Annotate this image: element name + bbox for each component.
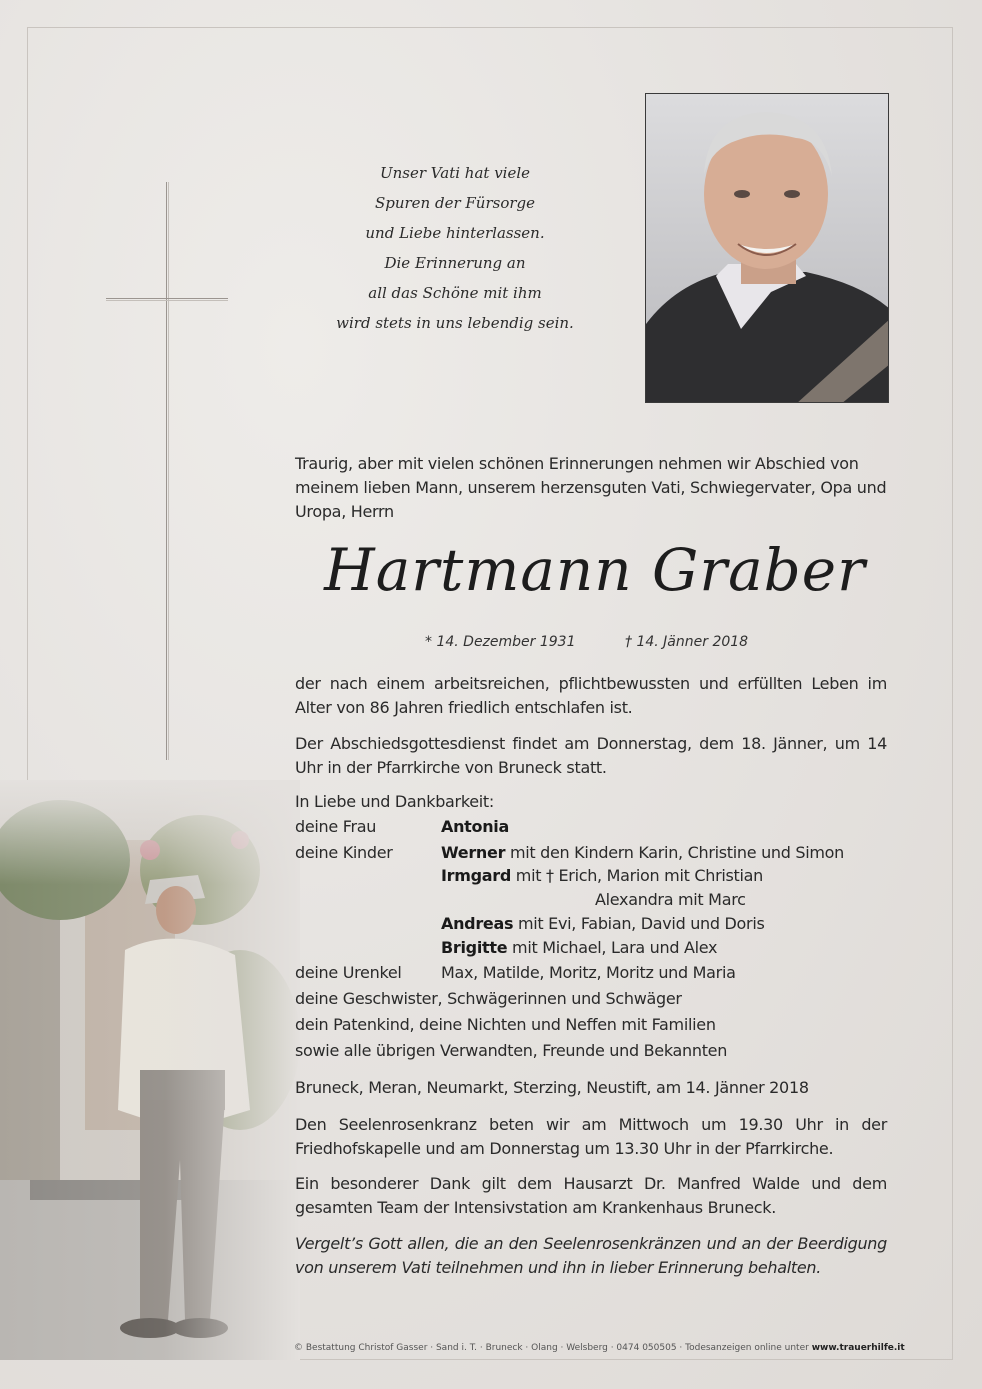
greatgrand-names: Max, Matilde, Moritz, Moritz und Maria bbox=[441, 963, 736, 982]
rosary-paragraph: Den Seelenrosenkranz beten wir am Mittwoch um 19.30 Uhr in der Friedhofskapelle und am Donnerstag um 13.30 Uhr in der Pfarrkirche. bbox=[295, 1115, 887, 1158]
child-name: Andreas bbox=[441, 914, 514, 933]
wife-label: deine Frau bbox=[295, 817, 377, 836]
quote-line: Spuren der Fürsorge bbox=[374, 194, 536, 212]
greatgrand-label: deine Urenkel bbox=[295, 963, 402, 982]
memorial-quote bbox=[310, 158, 600, 338]
quote-line: Unser Vati hat viele bbox=[379, 164, 531, 182]
background-photo-illustration bbox=[0, 780, 300, 1360]
child-family: mit Evi, Fabian, David und Doris bbox=[513, 914, 765, 933]
quote-line: Die Erinnerung an bbox=[384, 254, 526, 272]
child-name: Irmgard bbox=[441, 866, 512, 885]
child-family: mit den Kindern Karin, Christine und Simon bbox=[505, 843, 845, 862]
portrait-photo bbox=[645, 93, 889, 403]
child-name: Brigitte bbox=[441, 938, 508, 957]
family-row-siblings: deine Geschwister, Schwägerinnen und Schwäger bbox=[295, 989, 682, 1008]
child-family: Alexandra mit Marc bbox=[595, 890, 746, 909]
child-family: mit Michael, Lara und Alex bbox=[507, 938, 718, 957]
child-name: Werner bbox=[441, 843, 506, 862]
footer-link[interactable]: www.trauerhilfe.it bbox=[811, 1343, 905, 1353]
children-label: deine Kinder bbox=[295, 843, 393, 862]
quote-line: und Liebe hinterlassen. bbox=[365, 224, 545, 242]
wife-name: Antonia bbox=[441, 817, 509, 836]
death-date: † 14. Jänner 2018 bbox=[625, 634, 749, 650]
intro-text: Traurig, aber mit vielen schönen Erinnerungen nehmen wir Abschied von meinem lieben Mann, unserem herzensguten Vati, Schwiegervater, Opa und Uropa, Herrn bbox=[295, 454, 887, 521]
closing-paragraph: Vergelt’s Gott allen, die an den Seelenrosenkränzen und an der Beerdigung von unserem Vati teilnehmen und ihn in lieber Erinnerung behalten. bbox=[295, 1234, 887, 1277]
portrait-illustration bbox=[646, 94, 889, 403]
place-date: Bruneck, Meran, Neumarkt, Sterzing, Neustift, am 14. Jänner 2018 bbox=[295, 1078, 809, 1097]
footer-text: © Bestattung Christof Gasser · Sand i. T. · Bruneck · Olang · Welsberg · 0474 050505 · Todesanzeigen online unter bbox=[294, 1343, 812, 1353]
thanks-paragraph: Ein besonderer Dank gilt dem Hausarzt Dr. Manfred Walde und dem gesamten Team der Intensivstation am Krankenhaus Bruneck. bbox=[295, 1174, 887, 1217]
quote-line: wird stets in uns lebendig sein. bbox=[336, 314, 574, 332]
family-heading: In Liebe und Dankbarkeit: bbox=[295, 792, 494, 811]
service-paragraph: Der Abschiedsgottesdienst findet am Donnerstag, dem 18. Jänner, um 14 Uhr in der Pfarrkirche von Bruneck statt. bbox=[295, 734, 887, 777]
cross-horizontal-bar bbox=[106, 298, 228, 301]
birth-date: * 14. Dezember 1931 bbox=[425, 634, 576, 650]
footer bbox=[294, 1343, 954, 1353]
life-paragraph: der nach einem arbeitsreichen, pflichtbewussten und erfüllten Leben im Alter von 86 Jahren friedlich entschlafen ist. bbox=[295, 674, 887, 717]
family-row-godchild: dein Patenkind, deine Nichten und Neffen mit Familien bbox=[295, 1015, 716, 1034]
family-row-others: sowie alle übrigen Verwandten, Freunde und Bekannten bbox=[295, 1041, 728, 1060]
child-family: mit † Erich, Marion mit Christian bbox=[511, 866, 763, 885]
background-photo bbox=[0, 780, 300, 1360]
quote-line: all das Schöne mit ihm bbox=[368, 284, 542, 302]
cross-vertical-bar bbox=[166, 182, 169, 760]
deceased-name: Hartmann Graber bbox=[324, 536, 866, 604]
